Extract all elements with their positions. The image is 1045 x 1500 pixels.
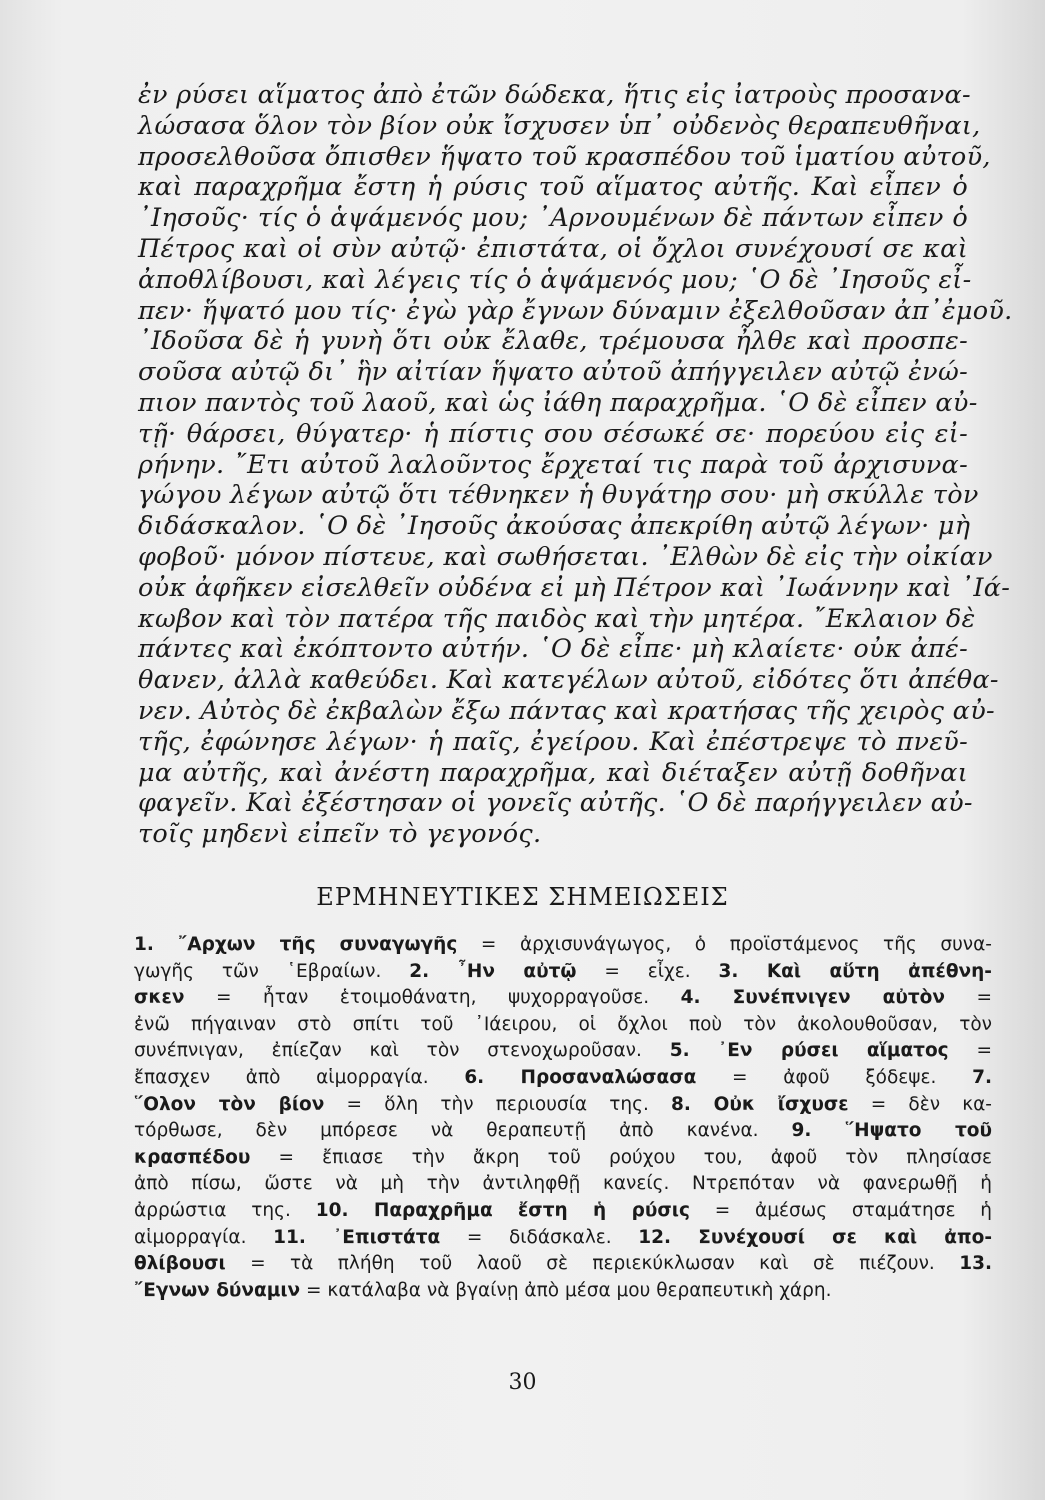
text-line: τῆς, ἐφώνησε λέγων· ἡ παῖς, ἐγείρου. Καὶ ἐπέστρεψε τὸ πνεῦ- [138, 726, 968, 757]
main-text-block [138, 80, 1013, 850]
note-line [134, 1198, 992, 1225]
note-text: = ἀφοῦ ξόδεψε. [696, 1066, 973, 1088]
note-text: ἐνῶ πήγαιναν στὸ σπίτι τοῦ ᾿Ιάειρου, οἱ ὄχλοι ποὺ τὸν ἀκολουθοῦσαν, τὸν [134, 1013, 992, 1035]
text-line: διδάσκαλον. ῾Ο δὲ ᾿Ιησοῦς ἀκούσας ἀπεκρίθη αὐτῷ λέγων· μὴ [138, 511, 971, 542]
note-text: συνέπνιγαν, ἐπίεζαν καὶ τὸν στενοχωροῦσαν. [134, 1040, 670, 1062]
note-line [134, 959, 992, 986]
note-text: = ἀμέσως σταμάτησε ἡ [689, 1199, 992, 1221]
text-line: νεν. Αὐτὸς δὲ ἐκβαλὼν ἔξω πάντας καὶ κρατήσας τῆς χειρὸς αὐ- [138, 695, 995, 726]
note-term: ῞Ολον τὸν βίον [134, 1093, 325, 1115]
text-line: ρήνην. ῎Ετι αὐτοῦ λαλοῦντος ἔρχεταί τις παρὰ τοῦ ἀρχισυνα- [138, 449, 968, 480]
note-text: = ἔπιασε τὴν ἄκρη τοῦ ρούχου του, ἀφοῦ τὸν πλησίασε [250, 1146, 992, 1168]
note-line [134, 1118, 992, 1145]
note-text: = τὰ πλήθη τοῦ λαοῦ σὲ περιεκύκλωσαν καὶ σὲ πιέζουν. [225, 1253, 960, 1275]
note-text: = ὅλη τὴν περιουσία της. [324, 1093, 672, 1115]
note-text: ἀπὸ πίσω, ὥστε νὰ μὴ τὴν ἀντιληφθῇ κανείς. Ντρεπόταν νὰ φανερωθῇ ἡ [134, 1173, 992, 1195]
note-line [134, 1251, 992, 1278]
text-line: ᾿Ιδοῦσα δὲ ἡ γυνὴ ὅτι οὐκ ἔλαθε, τρέμουσα ἦλθε καὶ προσπε- [138, 326, 968, 357]
note-text: = [948, 1040, 992, 1062]
note-term: 11. ᾿Επιστάτα [273, 1226, 441, 1248]
note-line [134, 1225, 992, 1252]
text-line: πιον παντὸς τοῦ λαοῦ, καὶ ὡς ἰάθη παραχρῆμα. ῾Ο δὲ εἶπεν αὐ- [138, 387, 978, 418]
text-line: προσελθοῦσα ὄπισθεν ἥψατο τοῦ κρασπέδου τοῦ ἱματίου αὐτοῦ, [138, 141, 991, 172]
text-line: θανεν, ἀλλὰ καθεύδει. Καὶ κατεγέλων αὐτοῦ, εἰδότες ὅτι ἀπέθα- [138, 665, 999, 696]
text-line: τοῖς μηδενὶ εἰπεῖν τὸ γεγονός. [138, 819, 542, 850]
text-line: φαγεῖν. Καὶ ἐξέστησαν οἱ γονεῖς αὐτῆς. ῾Ο δὲ παρήγγειλεν αὐ- [138, 788, 973, 819]
note-term: 13. [959, 1253, 992, 1275]
notes-heading: ΕΡΜΗΝΕΥΤΙΚΕΣ ΣΗΜΕΙΩΣΕΙΣ [316, 883, 729, 911]
note-text: ἀρρώστια της. [134, 1199, 316, 1221]
note-line [134, 1278, 992, 1305]
text-line: σοῦσα αὐτῷ δι᾿ ἣν αἰτίαν ἥψατο αὐτοῦ ἀπήγγειλεν αὐτῷ ἐνώ- [138, 357, 968, 388]
text-line: φοβοῦ· μόνον πίστευε, καὶ σωθήσεται. ᾿Ελθὼν δὲ εἰς τὴν οἰκίαν [138, 541, 993, 572]
note-line [134, 1012, 992, 1039]
note-line [134, 932, 992, 959]
note-term: ῎Εγνων δύναμιν [134, 1279, 301, 1301]
text-line: μα αὐτῆς, καὶ ἀνέστη παραχρῆμα, καὶ διέταξεν αὐτῇ δοθῆναι [138, 757, 968, 788]
note-text: = [945, 987, 993, 1009]
note-text: = δὲν κα- [848, 1093, 992, 1115]
text-line: οὐκ ἀφῆκεν εἰσελθεῖν οὐδένα εἰ μὴ Πέτρον καὶ ᾿Ιωάννην καὶ ᾿Ιά- [138, 572, 1011, 603]
note-term: 4. Συνέπνιγεν αὐτὸν [680, 987, 945, 1009]
note-term: 9. ῞Ηψατο τοῦ [791, 1120, 992, 1142]
note-term: 3. Καὶ αὕτη ἀπέθνη- [718, 960, 992, 982]
note-line [134, 1038, 992, 1065]
note-text: αἱμορραγία. [134, 1226, 274, 1248]
text-line: Πέτρος καὶ οἱ σὺν αὐτῷ· ἐπιστάτα, οἱ ὄχλοι συνέχουσί σε καὶ [138, 233, 968, 264]
page-number: 30 [508, 1370, 537, 1395]
note-term: 12. Συνέχουσί σε καὶ ἀπο- [638, 1226, 993, 1248]
note-text: ἔπασχεν ἀπὸ αἱμορραγία. [134, 1066, 465, 1088]
note-line [134, 985, 992, 1012]
note-term: 6. Προσαναλώσασα [464, 1066, 697, 1088]
note-term: 1. ῎Αρχων τῆς συναγωγῆς [134, 934, 458, 955]
text-line: λώσασα ὅλον τὸν βίον οὐκ ἴσχυσεν ὑπ᾿ οὐδενὸς θεραπευθῆναι, [138, 110, 981, 141]
note-term: 8. Οὐκ ἴσχυσε [671, 1093, 849, 1115]
note-text: = διδάσκαλε. [440, 1226, 639, 1248]
text-line: τῇ· θάρσει, θύγατερ· ἡ πίστις σου σέσωκέ σε· πορεύου εἰς εἰ- [138, 418, 968, 449]
note-text: = κατάλαβα νὰ βγαίνῃ ἀπὸ μέσα μου θεραπευτικὴ χάρη. [300, 1279, 832, 1301]
note-text: γωγῆς τῶν ῾Εβραίων. [134, 960, 410, 982]
text-line: πεν· ἥψατό μου τίς· ἐγὼ γὰρ ἔγνων δύναμιν ἐξελθοῦσαν ἀπ᾿ἐμοῦ. [138, 295, 1013, 326]
note-line [134, 1092, 992, 1119]
note-line [134, 1065, 992, 1092]
text-line: καὶ παραχρῆμα ἔστη ἡ ρύσις τοῦ αἵματος αὐτῆς. Καὶ εἶπεν ὁ [138, 172, 968, 203]
note-term: 7. [972, 1066, 992, 1088]
note-line [134, 1171, 992, 1198]
text-line: γώγου λέγων αὐτῷ ὅτι τέθνηκεν ἡ θυγάτηρ σου· μὴ σκύλλε τὸν [138, 480, 979, 511]
text-line: κωβον καὶ τὸν πατέρα τῆς παιδὸς καὶ τὴν μητέρα. ῎Εκλαιον δὲ [138, 603, 976, 634]
text-line: πάντες καὶ ἐκόπτοντο αὐτήν. ῾Ο δὲ εἶπε· μὴ κλαίετε· οὐκ ἀπέ- [138, 634, 968, 665]
note-term: 10. Παραχρῆμα ἔστη ἡ ρύσις [315, 1199, 690, 1221]
note-term: 2. ῏Ην αὐτῷ [409, 960, 577, 982]
note-term: κρασπέδου [134, 1146, 251, 1168]
note-term: σκεν [134, 987, 185, 1009]
note-text: τόρθωσε, δὲν μπόρεσε νὰ θεραπευτῇ ἀπὸ κανένα. [134, 1120, 792, 1142]
explanatory-notes [134, 932, 992, 1304]
note-term: θλίβουσι [134, 1253, 226, 1275]
note-text: = ἦταν ἑτοιμοθάνατη, ψυχορραγοῦσε. [184, 987, 681, 1009]
note-line [134, 1145, 992, 1172]
note-text: = ἀρχισυνάγωγος, ὁ προϊστάμενος τῆς συνα- [457, 934, 992, 955]
text-line: ᾿Ιησοῦς· τίς ὁ ἁψάμενός μου; ᾿Αρνουμένων δὲ πάντων εἶπεν ὁ [138, 203, 968, 234]
note-term: 5. ᾿Εν ρύσει αἵματος [669, 1040, 949, 1062]
note-text: = εἶχε. [576, 960, 719, 982]
text-line: ἐν ρύσει αἵματος ἀπὸ ἐτῶν δώδεκα, ἥτις εἰς ἰατροὺς προσανα- [138, 80, 971, 110]
text-line: ἀποθλίβουσι, καὶ λέγεις τίς ὁ ἁψάμενός μου; ῾Ο δὲ ᾿Ιησοῦς εἶ- [138, 264, 972, 295]
